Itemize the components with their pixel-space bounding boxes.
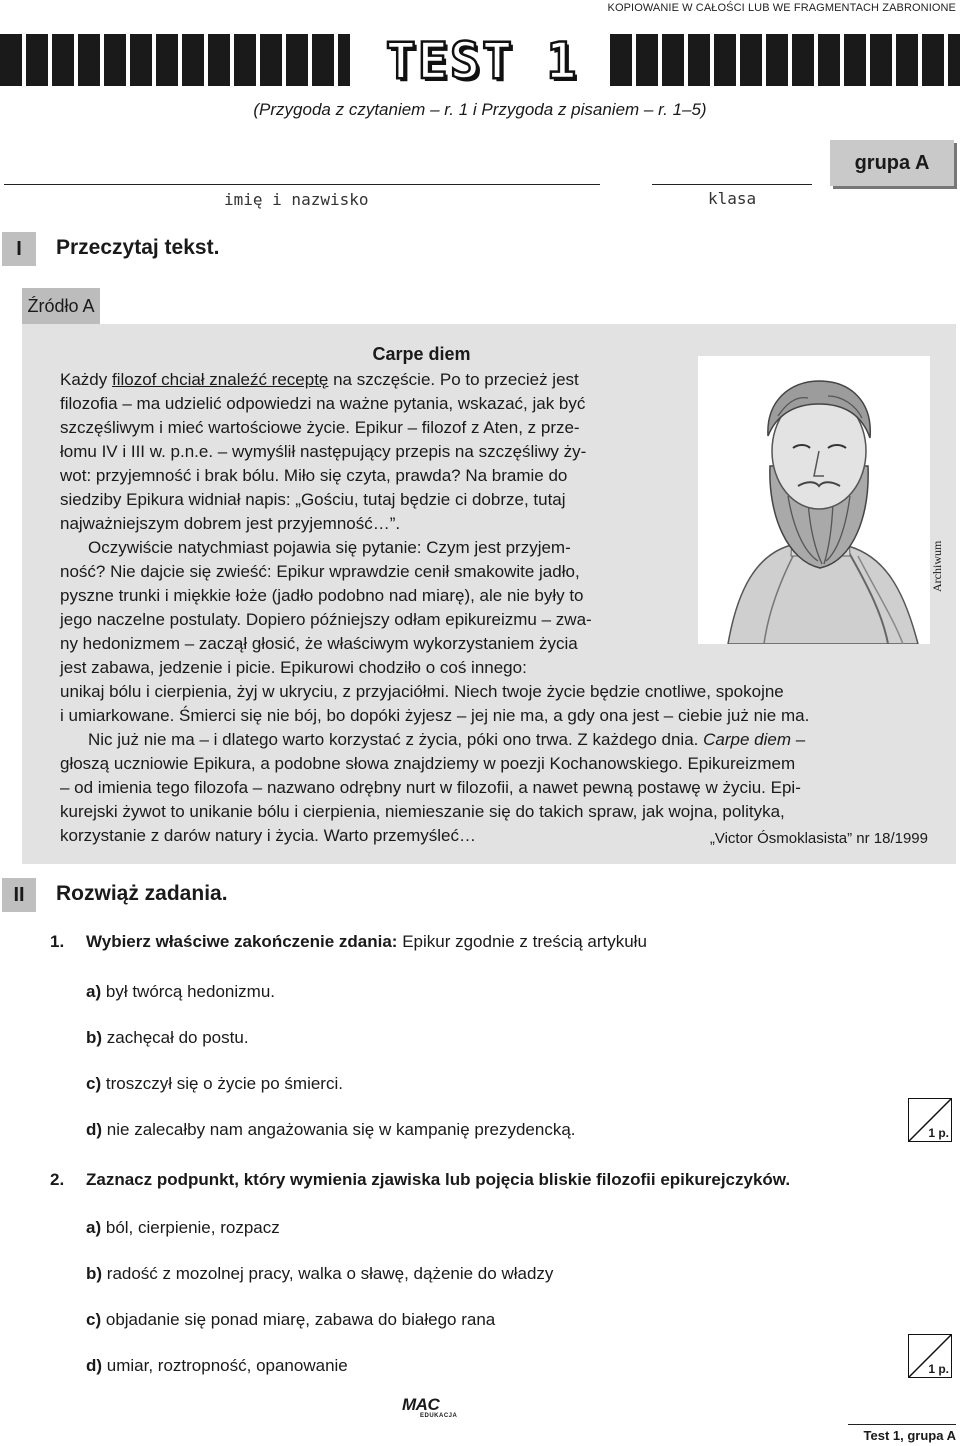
section-title: Rozwiąż zadania. [56, 882, 228, 905]
section-number: II [2, 878, 36, 912]
test-title: TEST 1 [385, 32, 579, 90]
points-label: 1 p. [928, 1126, 949, 1140]
answer-option-a[interactable]: a) ból, cierpienie, rozpacz [86, 1218, 280, 1237]
section-title: Przeczytaj tekst. [56, 236, 220, 259]
task-number: 2. [50, 1170, 65, 1189]
answer-option-b[interactable]: b) zachęcał do postu. [86, 1028, 249, 1047]
answer-option-d[interactable]: d) nie zalecałby nam angażowania się w kampanię prezydencką. [86, 1120, 576, 1139]
publisher-logo: MAC EDUKACJA [402, 1395, 458, 1419]
article-paragraph-1: Każdy filozof chciał znaleźć receptę na szczęście. Po to przecież jest filozofia – ma udzielić odpowiedzi na ważne pytania, wskazać, jak być szczęśliwym i mieć wartościowe życie. Epikur – filozof z Aten, z prze- łomu IV i III w. p.n.e. – wymyślił następujący przepis na szczęśliwy ży- wot: przyjemność i brak bólu. Miło się czyta, prawda? Na bramie do siedziby Epikura widniał napis: „Gościu, tutaj będzie ci dobrze, tutaj najważniejszym dobrem jest przyjemność…”. Oczywiście natychmiast pojawia się pytanie: Czym jest przyjem- ność? Nie dajcie się zwieść: Epikur wprawdzie cenił smakowite jadło, pyszne trunki i miękkie łoże (jadło podobno nad miarę), ale nie były to jego naczelne postulaty. Dopiero późniejszy odłam epikureizmu – zwa- ny hedonizmem – zaczął głosić, że właściwym wykorzystaniem życia jest zabawa, jedzenie i picie. Epikurowi chodziło o coś innego: [60, 370, 592, 677]
points-box[interactable] [908, 1334, 952, 1378]
name-label: imię i nazwisko [224, 190, 369, 209]
task-number: 1. [50, 932, 65, 951]
article-title: Carpe diem [372, 344, 471, 364]
task-prompt: Wybierz właściwe zakończenie zdania: Epikur zgodnie z treścią artykułu [86, 932, 647, 951]
section-number: I [2, 232, 36, 266]
article-source: „Victor Ósmoklasista” nr 18/1999 [709, 830, 928, 847]
answer-option-a[interactable]: a) był twórcą hedonizmu. [86, 982, 275, 1001]
decorative-bars-left [0, 34, 350, 86]
group-badge: grupa A [830, 140, 954, 186]
decorative-bars-right [610, 34, 960, 86]
test-subtitle: (Przygoda z czytaniem – r. 1 i Przygoda z pisaniem – r. 1–5) [253, 100, 707, 119]
footer-rule [848, 1424, 956, 1425]
copyright-note: KOPIOWANIE W CAŁOŚCI LUB WE FRAGMENTACH ZABRONIONE [607, 2, 956, 14]
task-prompt: Zaznacz podpunkt, który wymienia zjawiska lub pojęcia bliskie filozofii epikurejczyków. [86, 1170, 791, 1189]
page-label: Test 1, grupa A [863, 1428, 956, 1443]
answer-option-b[interactable]: b) radość z mozolnej pracy, walka o sławę, dążenie do władzy [86, 1264, 554, 1283]
points-box[interactable] [908, 1098, 952, 1142]
source-label: Źródło A [22, 288, 100, 324]
answer-option-c[interactable]: c) troszczył się o życie po śmierci. [86, 1074, 343, 1093]
answer-option-c[interactable]: c) objadanie się ponad miarę, zabawa do białego rana [86, 1310, 496, 1329]
photo-credit: Archiwum [930, 540, 944, 592]
article-paragraph-2: unikaj bólu i cierpienia, żyj w ukryciu, z przyjaciółmi. Niech twoje życie będzie cnotliwe, spokojne i umiarkowane. Śmierci się nie bój, bo dopóki żyjesz – jej nie ma, a gdy ona jest – ciebie już nie ma. Nic już nie ma – i dlatego warto korzystać z życia, póki ono trwa. Z każdego dnia. Carpe diem – głoszą uczniowie Epikura, a podobne słowa znajdziemy w poezji Kochanowskiego. Epikureizmem – od imienia tego filozofa – nazwano odrębny nurt w filozofii, a nawet pewną postawę w życiu. Epi- kurejski żywot to unikanie bólu i cierpienia, niemieszanie się do takich spraw, jak wojna, polityka, korzystanie z darów natury i życia. Warto przemyśleć… [60, 682, 810, 845]
answer-option-d[interactable]: d) umiar, roztropność, opanowanie [86, 1356, 348, 1375]
class-line[interactable] [652, 184, 812, 185]
class-label: klasa [708, 189, 757, 208]
name-line[interactable] [4, 184, 600, 185]
points-label: 1 p. [928, 1362, 949, 1376]
epicurus-bust-image [698, 356, 930, 644]
